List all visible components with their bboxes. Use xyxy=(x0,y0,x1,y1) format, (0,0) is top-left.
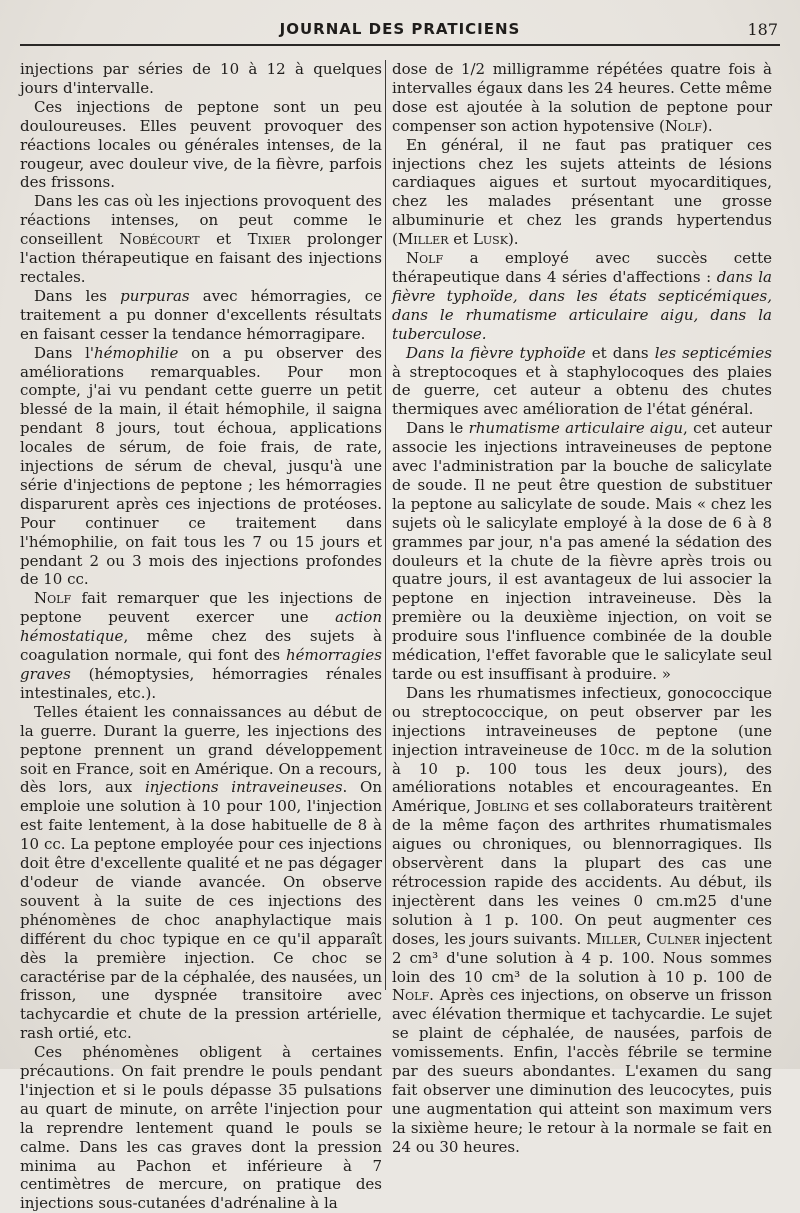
author-name: Nolf xyxy=(392,986,430,1005)
paragraph: injections par séries de 10 à 12 à quelques jours d'intervalle. xyxy=(20,60,382,97)
italic-term: purpuras xyxy=(120,286,190,305)
paragraph: Nolf a employé avec succès cette thérapeutique dans 4 séries d'affections : dans la fièvre typhoïde, dans les états septicémiques, dans le rhumatisme articulaire aigu, dans la tuberculose. xyxy=(392,249,772,343)
author-name: Nolf xyxy=(34,589,72,608)
paragraph: Dans les cas où les injections provoquent des réactions intenses, on peut comme le conseillent Nobécourt et Tixier prolonger l'action thérapeutique en faisant des injections rectales. xyxy=(20,192,382,286)
right-column xyxy=(392,60,772,1157)
author-name: Miller xyxy=(586,929,637,948)
paragraph: Dans la fièvre typhoïde et dans les septicémies à streptocoques et à staphylocoques des plaies de guerre, cet auteur a obtenu des chutes thermiques avec amélioration de l'état général. xyxy=(392,343,773,419)
header-rule xyxy=(20,44,780,46)
paragraph: Telles étaient les connaissances au début de la guerre. Durant la guerre, les injections des peptone prennent un grand développement soit en France, soit en Amérique. On a recours, dès lors, aux injections intraveineuses. On emploie une solution à 10 pour 100, l'injection est faite lentement, à la dose habituelle de 8 à 10 cc. La peptone employée pour ces injections doit être d'excellente qualité et ne pas dégager d'odeur de viande avancée. On observe souvent à la suite de ces injections des phénomènes de choc anaphylactique mais différent du choc typique en ce qu'il apparaît dès la première injection. Ce choc se caractérise par de la céphalée, des nausées, un frisson, une dyspnée transitoire avec tachycardie et chute de la pression artérielle, rash ortié, etc. xyxy=(20,702,383,1043)
paragraph: Dans les rhumatismes infectieux, gonococcique ou streptococcique, on peut observer par les injections intraveineuses de peptone (une injection intraveineuse de 10cc. m de la solution à 10 p. 100 tous les deux jours), des améliorations notables et encourageantes. En Amérique, Jobling et ses collaborateurs traitèrent de la même façon des arthrites rhumatismales aigues ou chroniques, ou blennorragiques. Ils observèrent dans la plupart des cas une rétrocession rapide des accidents. Au début, ils injectèrent dans les veines 0 cm.m25 d'une solution à 1 p. 100. On peut augmenter ces doses, les jours suivants. Miller, Culner injectent 2 cm³ d'une solution à 4 p. 100. Nous sommes loin des 10 cm³ de la solution à 10 p. 100 de Nolf. Après ces injections, on observe un frisson avec élévation thermique et tachycardie. Le sujet se plaint de céphalée, de nausées, parfois de vomissements. Enfin, l'accès fébrile se termine par des sueurs abondantes. L'examen du sang fait observer une diminution des leucocytes, puis une augmentation qui atteint son maximum vers la sixième heure; le retour à la normale se fait en 24 ou 30 heures. xyxy=(392,683,772,1156)
page-header xyxy=(20,18,780,46)
paragraph: dose de 1/2 milligramme répétées quatre fois à intervalles égaux dans les 24 heures. Cette même dose est ajoutée à la solution de peptone pour compenser son action hypotensive (Nolf). xyxy=(392,60,772,135)
author-name: Lusk xyxy=(472,230,508,249)
paragraph: Dans le rhumatisme articulaire aigu, cet auteur associe les injections intraveineuses de peptone avec l'administration par la bouche de salicylate de soude. Il ne peut être question de substituer la peptone au salicylate de soude. Mais « chez les sujets où le salicylate employé à la dose de 6 à 8 grammes par jour, n'a pas amené la sédation des douleurs et la chute de la fièvre après trois ou quatre jours, il est avantageux de lui associer la peptone en injection intraveineuse. Dès la première ou la deuxième injection, on voit se produire sous l'influence combinée de la double médication, l'effet favorable que le salicylate seul tarde ou est insuffisant à produire. » xyxy=(392,419,772,683)
italic-term: Dans la fièvre typhoïde xyxy=(406,343,586,362)
author-name: Tixier xyxy=(247,230,291,249)
column-divider xyxy=(385,60,386,990)
italic-term: les septicémies xyxy=(654,343,773,362)
author-name: Nobécourt xyxy=(119,230,200,249)
page-number: 187 xyxy=(747,20,778,39)
author-name: Nolf xyxy=(664,116,702,135)
author-name: Culner xyxy=(646,929,701,948)
italic-term: action hémostatique xyxy=(20,608,382,646)
journal-title: JOURNAL DES PRATICIENS xyxy=(279,20,521,38)
paragraph: En général, il ne faut pas pratiquer ces injections chez les sujets atteints de lésions cardiaques aigues et surtout myocarditiques, chez les malades présentant une grosse albuminurie et chez les grands hypertendus (Miller et Lusk). xyxy=(392,135,772,249)
italic-term: hémophilie xyxy=(94,343,179,362)
italic-term: rhumatisme articulaire aigu xyxy=(468,419,684,438)
paragraph: Dans l'hémophilie on a pu observer des améliorations remarquables. Pour mon compte, j'ai vu pendant cette guerre un petit blessé de la main, il était hémophile, il saigna pendant 8 jours, tout échoua, applications locales de sérum, de foie frais, de rate, injections de sérum de cheval, jusqu'à une série d'injections de peptone ; les hémorragies disparurent après ces injections de protéoses. Pour continuer ce traitement dans l'hémophilie, on fait tous les 7 ou 15 jours et pendant 2 ou 3 mois des injections profondes de 10 cc. xyxy=(20,343,382,589)
author-name: Jobling xyxy=(475,797,530,816)
italic-term: injections intraveineuses xyxy=(144,778,343,797)
paragraph: Ces phénomènes obligent à certaines précautions. On fait prendre le pouls pendant l'injection et si le pouls dépasse 35 pulsations au quart de minute, on arrête l'injection pour la reprendre lentement quand le pouls se calme. Dans les cas graves dont la pression minima au Pachon et inférieure à 7 centimètres de mercure, on pratique des injections sous-cutanées d'adrénaline à la xyxy=(20,1043,382,1213)
paragraph: Ces injections de peptone sont un peu douloureuses. Elles peuvent provoquer des réactions locales ou générales intenses, de la rougeur, avec douleur vive, de la fièvre, parfois des frissons. xyxy=(20,97,382,192)
paragraph: Dans les purpuras avec hémorragies, ce traitement a pu donner d'excellents résultats en faisant cesser la tendance hémorragipare. xyxy=(20,286,382,343)
author-name: Miller xyxy=(397,230,449,249)
left-column xyxy=(20,60,382,1213)
paragraph: Nolf fait remarquer que les injections de peptone peuvent exercer une action hémostatique, même chez des sujets à coagulation normale, qui font des hémorragies graves (hémoptysies, hémorragies rénales intestinales, etc.). xyxy=(20,589,382,702)
italic-term: hémorragies graves xyxy=(20,646,382,683)
italic-term: dans la fièvre typhoïde, dans les états septicémiques, dans le rhumatisme articulaire aigu, dans la tuberculose. xyxy=(392,267,772,343)
author-name: Nolf xyxy=(406,249,444,268)
